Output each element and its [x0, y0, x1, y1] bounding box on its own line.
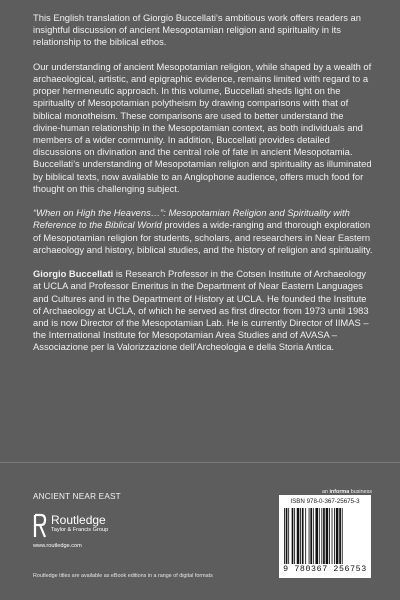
- author-bio: [33, 268, 373, 353]
- blurb-paragraph-audience: [33, 207, 373, 256]
- isbn-label: ISBN 978-0-367-25675-3: [290, 498, 360, 505]
- divider: [0, 462, 400, 463]
- author-name: Giorgio Buccellati: [33, 268, 114, 280]
- blurb-paragraph-intro: This English translation of Giorgio Buccellati’s ambitious work offers readers an insightful discussion of ancient Mesopotamian religion and spirituality in its relationship to the biblical ethos.: [33, 12, 361, 48]
- informa-suffix: business: [349, 489, 372, 495]
- subject-category: ANCIENT NEAR EAST: [33, 492, 121, 501]
- informa-prefix: an: [321, 489, 330, 495]
- barcode-icon: [284, 508, 366, 564]
- book-title: “When on High the Heavens…”: Mesopotamian Religion and Spirituality with Reference to the Biblical World: [33, 207, 350, 231]
- publisher-name: Routledge: [51, 513, 106, 527]
- routledge-mark-icon: [33, 513, 47, 539]
- informa-brand: informa: [329, 489, 350, 495]
- blurb-paragraph-summary: Our understanding of ancient Mesopotamian religion, while shaped by a wealth of archaeological, artistic, and epigraphic evidence, remains limited with regard to a proper hermeneutic approach. In this volume, Buccellati sheds light on the spirituality of Mesopotamian polytheism by drawing comparisons with that of biblical monotheism. These comparisons are used to better understand the divine-human relationship in the Mesopotamian context, as both individuals and members of a wider community. In addition, Buccellati provides detailed discussions on divination and the central role of fate in ancient Mesopotamia. Buccellati’s understanding of Mesopotamian religion and spirituality as illuminated by biblical texts, now available to an Anglophone audience, offers much food for thought on this challenging subject.: [33, 60, 372, 194]
- blurb: [33, 12, 373, 366]
- publisher-url[interactable]: www.routledge.com: [33, 543, 82, 549]
- publisher-group: Taylor & Francis Group: [51, 527, 109, 533]
- barcode-digits: 9 780367 256753: [283, 565, 367, 574]
- audience-text: provides a wide-ranging and thorough exploration of Mesopotamian religion for students, scholars, and researchers in Near Eastern archaeology and history, biblical studies, and the history of religion and spirituality.: [33, 219, 373, 255]
- author-bio-text: is Research Professor in the Cotsen Institute of Archaeology at UCLA and Professor Emeritus in the Department of Near Eastern Languages and Cultures and in the Department of History at UCLA. He founded the Institute of Archaeology at UCLA, of which he served as first director from 1973 until 1983 and is now Director of the Mesopotamian Lab. He is currently Director of IIMAS – the International Institute for Mesopotamian Area Studies and of AVASA – Associazione per la Valorizzazione dell’Archeologia e della Storia Antica.: [33, 268, 369, 353]
- ebook-note: Routledge titles are available as eBook editions in a range of digital formats: [33, 573, 213, 579]
- publisher-logo: [33, 513, 173, 551]
- barcode-panel: [279, 495, 371, 578]
